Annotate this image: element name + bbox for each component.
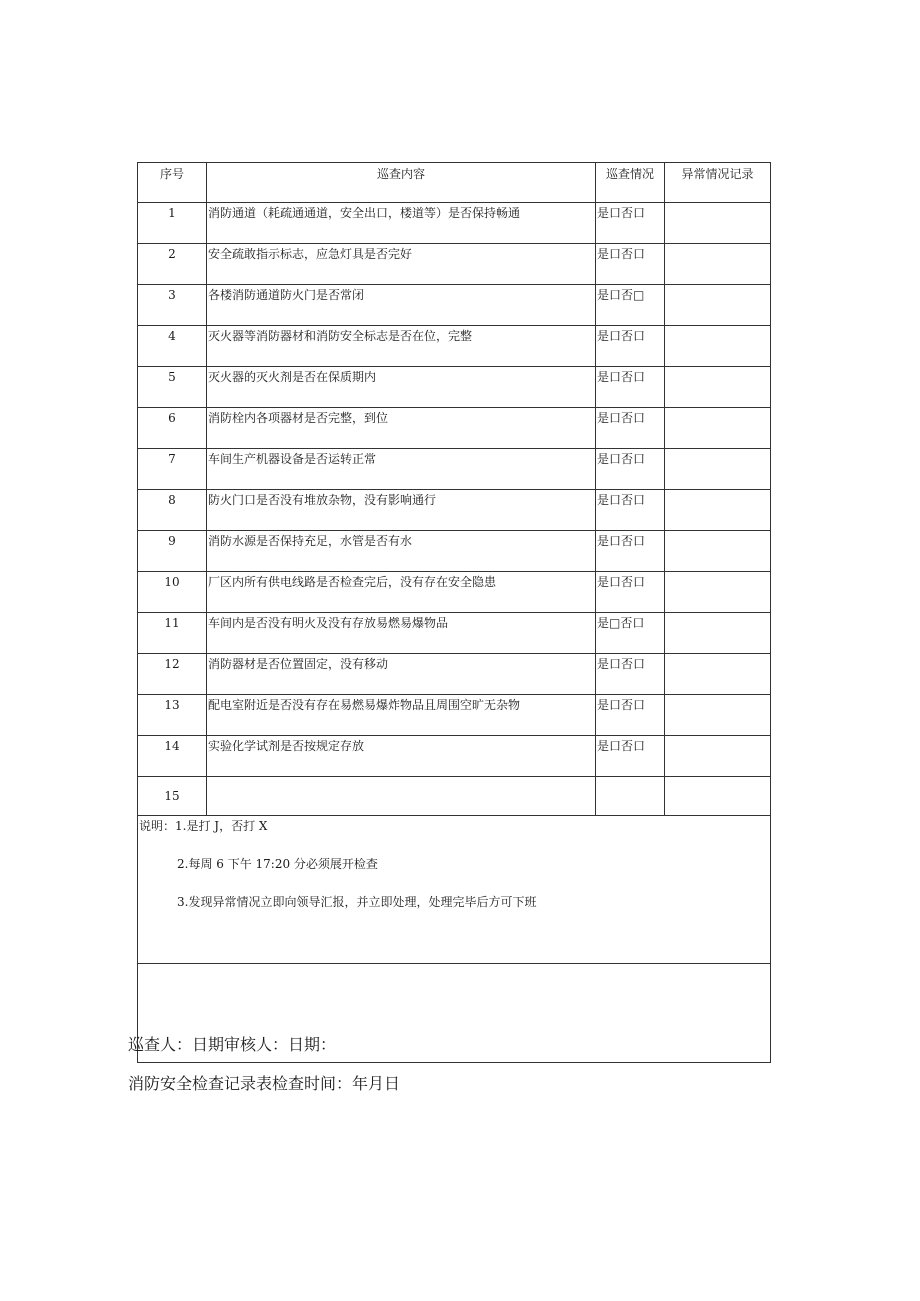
- row-content: 安全疏敢指示标志，应急灯具是否完好: [207, 244, 596, 285]
- row-status-checkbox[interactable]: 是口否口: [596, 449, 665, 490]
- row-status-checkbox[interactable]: 是口否口: [596, 572, 665, 613]
- table-row: [138, 408, 771, 449]
- row-status-checkbox[interactable]: 是□否口: [596, 613, 665, 654]
- row-abnormal-field[interactable]: [665, 695, 771, 736]
- table-row: [138, 326, 771, 367]
- row-status-checkbox[interactable]: 是口否口: [596, 490, 665, 531]
- row-abnormal-field[interactable]: [665, 367, 771, 408]
- row-content: 消防水源是否保持充足，水管是否有水: [207, 531, 596, 572]
- row-content: 灭火器等消防器材和消防安全标志是否在位，完整: [207, 326, 596, 367]
- row-content: 实验化学试剂是否按规定存放: [207, 736, 596, 777]
- header-no: 序号: [138, 163, 207, 203]
- row-content: 消防栓内各项器材是否完整，到位: [207, 408, 596, 449]
- table-row: [138, 695, 771, 736]
- row-content: 车间内是否没有明火及没有存放易燃易爆物品: [207, 613, 596, 654]
- row-abnormal-field[interactable]: [665, 326, 771, 367]
- note-line-2: 2.每周 6 下午 17:20 分必须展开检查: [177, 857, 378, 871]
- row-abnormal-field[interactable]: [665, 736, 771, 777]
- row-status-checkbox[interactable]: 是口否口: [596, 244, 665, 285]
- row-no: 4: [138, 326, 207, 367]
- row-content: 厂区内所有供电线路是否检查完后，没有存在安全隐患: [207, 572, 596, 613]
- row-content: 防火门口是否没有堆放杂物，没有影响通行: [207, 490, 596, 531]
- row-content: 消防通道（耗疏通通道，安全出口，楼道等）是否保持畅通: [207, 203, 596, 244]
- table-row: [138, 490, 771, 531]
- row-abnormal-field[interactable]: [665, 572, 771, 613]
- table-row: [138, 572, 771, 613]
- header-abnormal: 异常情况记录: [665, 163, 771, 203]
- note-line-1: 说明：1.是打 J，否打 X: [139, 819, 268, 833]
- row-no: 6: [138, 408, 207, 449]
- row-abnormal-field[interactable]: [665, 285, 771, 326]
- row-content: 配电室附近是否没有存在易燃易爆炸物品且周围空旷无杂物: [207, 695, 596, 736]
- row-no: 14: [138, 736, 207, 777]
- table-row: [138, 736, 771, 777]
- inspection-table: [137, 162, 771, 1063]
- row-status-checkbox[interactable]: 是口否口: [596, 203, 665, 244]
- table-row: [138, 777, 771, 816]
- row-status-checkbox[interactable]: 是口否口: [596, 326, 665, 367]
- table-row: [138, 285, 771, 326]
- row-status-checkbox[interactable]: [596, 777, 665, 816]
- row-status-checkbox[interactable]: 是口否□: [596, 285, 665, 326]
- record-title-time: 消防安全检查记录表检查时间：年月日: [128, 1074, 401, 1093]
- header-row: [138, 163, 771, 203]
- row-status-checkbox[interactable]: 是口否口: [596, 531, 665, 572]
- row-abnormal-field[interactable]: [665, 408, 771, 449]
- row-content: 灭火器的灭火剂是否在保质期内: [207, 367, 596, 408]
- notes-cell: [138, 816, 771, 964]
- row-no: 2: [138, 244, 207, 285]
- row-no: 12: [138, 654, 207, 695]
- row-abnormal-field[interactable]: [665, 244, 771, 285]
- row-no: 7: [138, 449, 207, 490]
- table-row: [138, 449, 771, 490]
- row-abnormal-field[interactable]: [665, 449, 771, 490]
- signoff-line: 巡查人：日期审核人：日期：: [128, 1035, 337, 1054]
- header-content: 巡查内容: [207, 163, 596, 203]
- table-row: [138, 613, 771, 654]
- row-status-checkbox[interactable]: 是口否口: [596, 736, 665, 777]
- row-status-checkbox[interactable]: 是口否口: [596, 695, 665, 736]
- row-no: 5: [138, 367, 207, 408]
- row-status-checkbox[interactable]: 是口否口: [596, 408, 665, 449]
- row-no: 10: [138, 572, 207, 613]
- row-abnormal-field[interactable]: [665, 654, 771, 695]
- row-no: 15: [138, 777, 207, 816]
- row-no: 11: [138, 613, 207, 654]
- row-abnormal-field[interactable]: [665, 490, 771, 531]
- row-no: 9: [138, 531, 207, 572]
- table-row: [138, 654, 771, 695]
- row-abnormal-field[interactable]: [665, 531, 771, 572]
- table-row: [138, 244, 771, 285]
- row-no: 1: [138, 203, 207, 244]
- row-no: 3: [138, 285, 207, 326]
- row-abnormal-field[interactable]: [665, 203, 771, 244]
- row-content: 车间生产机器设备是否运转正常: [207, 449, 596, 490]
- row-abnormal-field[interactable]: [665, 613, 771, 654]
- row-content: 消防器材是否位置固定，没有移动: [207, 654, 596, 695]
- table-row: [138, 531, 771, 572]
- table-row: [138, 203, 771, 244]
- row-content: 各楼消防通道防火门是否常闭: [207, 285, 596, 326]
- table-row: [138, 367, 771, 408]
- note-line-3: 3.发现异常情况立即向领导汇报，并立即处理，处理完毕后方可下班: [177, 895, 537, 909]
- row-no: 13: [138, 695, 207, 736]
- header-status: 巡查情况: [596, 163, 665, 203]
- row-status-checkbox[interactable]: 是口否口: [596, 654, 665, 695]
- notes-row: [138, 816, 771, 964]
- row-no: 8: [138, 490, 207, 531]
- row-status-checkbox[interactable]: 是口否口: [596, 367, 665, 408]
- row-abnormal-field[interactable]: [665, 777, 771, 816]
- row-content[interactable]: [207, 777, 596, 816]
